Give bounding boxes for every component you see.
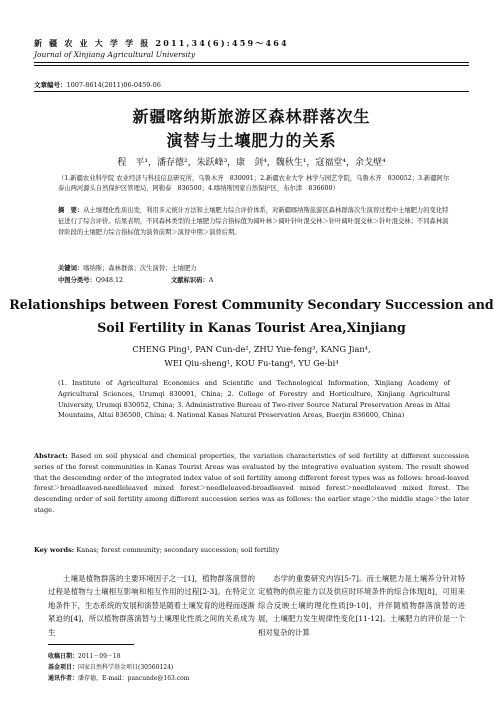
footnote-fund	[48, 662, 468, 671]
article-number-rule	[34, 91, 469, 92]
keywords-en-text: Kanas; forest community; secondary succession; soil fertility	[76, 546, 280, 554]
clc-value: Q948.12	[95, 277, 123, 284]
journal-header-en: Journal of Xinjiang Agricultural University	[34, 50, 196, 59]
journal-header-cn: 新 疆 农 业 大 学 学 报 2011,34(6):459～464	[34, 38, 289, 48]
abstract-cn-text: 从土壤理化性质出发，利用多元统计方法和土壤肥力综合评价体系，对新疆喀纳斯旅游区森林群落次生演替过程中土壤肥力的变化特征进行了综合评价。结果表明，不同森林类型的土壤肥力综合指标值为阔叶林＞阔叶针叶混交林＞针叶阔叶混交林＞针叶混交林；不同森林演替阶段的土壤肥力综合指标值为演替前期＞演替中期＞演替后期。	[58, 207, 449, 236]
authors-cn: 程 平¹，潘存德²，朱跃峰³，康 剑⁴，魏秋生¹，寇福堂⁴，余戈壁⁴	[117, 158, 386, 168]
doc-code-value: A	[208, 277, 214, 284]
body-column-right: 态学的重要研究内容[5-7]。而土壤肥力是土壤养分针对特定植物的供应能力以及供应时环境条件的综合体现[8]，可用来综合反映土壤的理化性质[9-10]，并伴随植物群落演替的进展，土壤肥力发生规律性变化[11-12]。土壤肥力的评价是一个相对复杂的计算	[258, 574, 465, 637]
contact-text: 潘存德，E-mail：pancunde@163.com	[78, 675, 190, 682]
title-cn-line1: 新疆喀纳斯旅游区森林群落次生	[132, 107, 371, 126]
abstract-cn-label: 摘 要：	[58, 207, 84, 214]
received-date: 2011－09－18	[78, 653, 121, 660]
clc-label: 中图分类号：	[58, 277, 96, 284]
keywords-cn-label: 关键词：	[58, 265, 84, 272]
title-en-line1: Relationships between Forest Community Secondary Succession and	[9, 297, 494, 312]
keywords-cn	[58, 263, 450, 272]
article-number	[34, 80, 161, 89]
affiliations-en: (1. Institute of Agricultural Economics and Scientific and Technological Information, Xinjiang Academy of Agricultural Sciences, Urumqi 830091, China; 2. College of Forestry and Horticulture, Xinjiang Agricultural University, Urumqi 830052, China; 3. Administrative Bureau of Two-river Source Natural Preservation Areas in Altai Mountains, Altai 836500, China; 4. National Kanas Natural Preservation Areas, Buerjin 836600, China)	[58, 379, 450, 420]
keywords-en	[34, 546, 469, 554]
fund-label: 基金项目：	[48, 664, 79, 671]
article-number-value: 1007-8614(2011)06-0459-06	[66, 81, 161, 89]
classification-row	[58, 275, 450, 284]
keywords-cn-text: 喀纳斯；森林群落；次生演替；土壤肥力	[83, 265, 197, 272]
abstract-en	[34, 451, 469, 516]
footnote-contact	[48, 673, 468, 682]
received-label: 收稿日期：	[48, 653, 79, 660]
keywords-en-label: Key words:	[34, 546, 75, 554]
abstract-cn	[58, 205, 450, 238]
abstract-en-label: Abstract:	[34, 452, 68, 460]
footnote-received	[48, 651, 468, 660]
affiliations-cn: （1.新疆农业科学院 农业经济与科技信息研究所，乌鲁木齐 830091；2.新疆农业大学 林学与园艺学院，乌鲁木齐 830052；3.新疆阿尔泰山两河源头自然保护区管理局，阿勒泰 836500；4.喀纳斯国家自然保护区，布尔津 836600）	[58, 175, 450, 192]
header-rule-thick	[34, 62, 469, 63]
footnote-rule	[48, 644, 134, 645]
doc-code-label: 文献标识码：	[170, 277, 209, 284]
fund-text: 国家自然科学基金项目(30560124)	[78, 664, 174, 671]
abstract-en-text: Based on soil physical and chemical properties, the variation characteristics of soil fertility at different succession series of the forest communities in Kanas Tourist Areas was evaluated by the integrative evaluation system. The result showed that the descending order of the integrated index value of soil fertility among different forest types was as follows: broad-leaved forest＞broadleaved-needleleaved mixed forest＞needleleaved-broadleaved mixed forest＞needleleaved mixed forest. The descending order of soil fertility among different succession series was as follows: the earlier stage＞the middle stage＞the later stage.	[34, 452, 469, 514]
article-number-label: 文章编号：	[34, 81, 67, 89]
contact-label: 通讯作者：	[48, 675, 79, 682]
body-column-left: 土壤是植物群落的主要环境因子之一[1]，植物群落演替的过程是植物与土壤相互影响和相互作用的过程[2-3]。在特定立地条件下，生态系统的发展和演替是随着土壤发育的进程而逐渐紧迫的[4]，所以植物群落演替与土壤理化性质之间的关系成为生	[48, 574, 255, 637]
title-cn-line2: 演替与土壤肥力的关系	[166, 131, 337, 150]
authors-en-line1: CHENG Ping¹, PAN Cun-de², ZHU Yue-feng³, KANG Jian⁴,	[132, 344, 371, 354]
header-rule-thin	[34, 65, 469, 66]
authors-en-line2: WEI Qiu-sheng¹, KOU Fu-tang⁴, YU Ge-bi⁴	[164, 358, 339, 368]
title-en-line2: Soil Fertility in Kanas Tourist Area,Xinjiang	[97, 320, 406, 335]
